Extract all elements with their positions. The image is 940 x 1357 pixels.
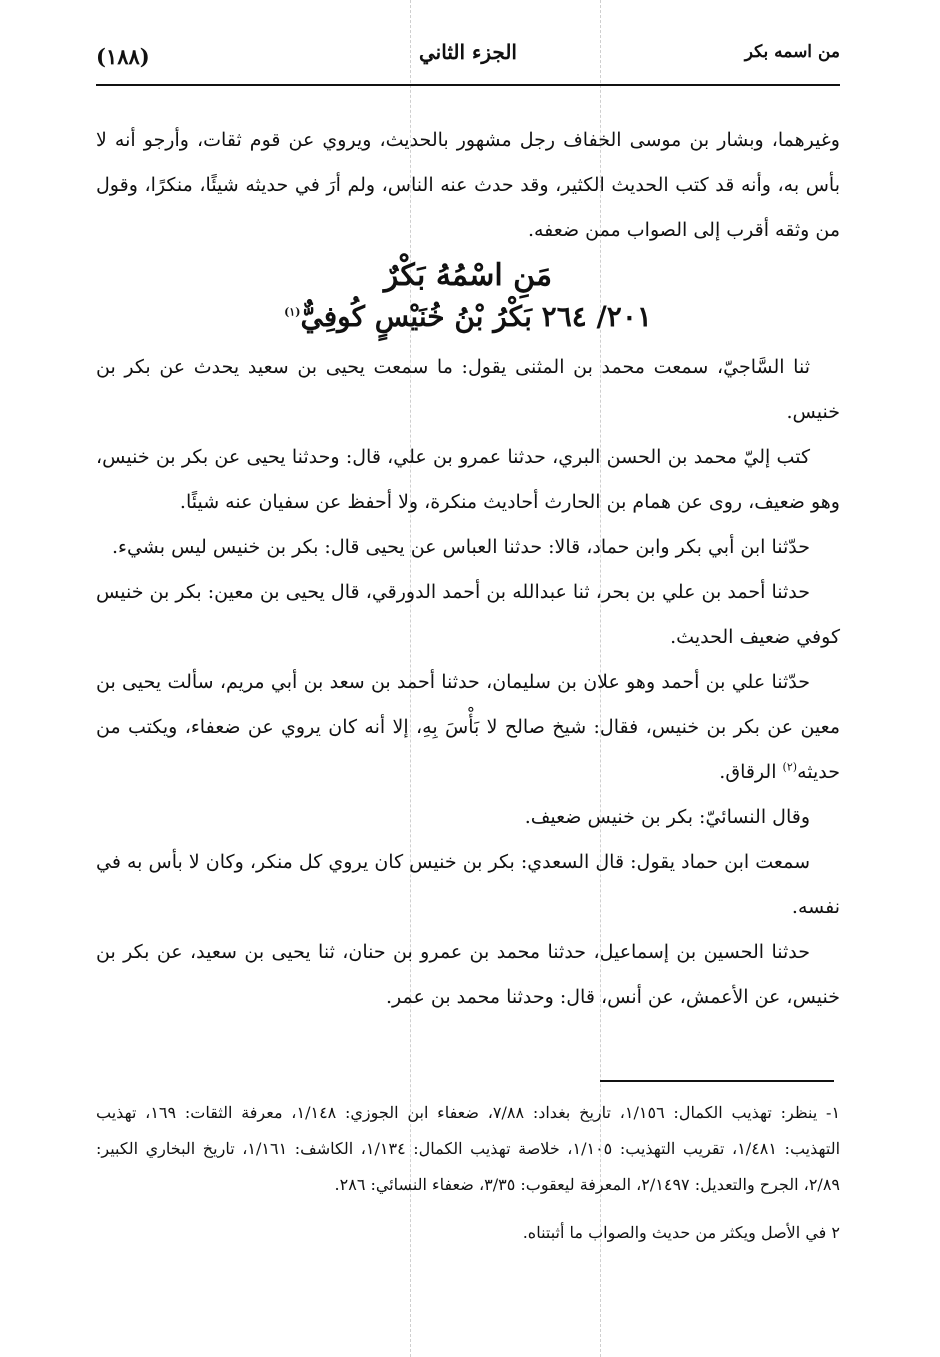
page-number: (١٨٨)	[96, 44, 150, 69]
paragraph: وقال النسائيّ: بكر بن خنيس ضعيف.	[524, 806, 810, 828]
paragraph: سمعت ابن حماد يقول: قال السعدي: بكر بن خنيس كان يروي كل منكر، وكان لا بأس به في نفسه.	[96, 851, 840, 918]
paragraph: كتب إليّ محمد بن الحسن البري، حدثنا عمرو بن علي، قال: وحدثنا يحيى عن بكر بن خنيس، وهو ضعيف، روى عن همام بن الحارث أحاديث منكرة، ولا أحفظ عن سفيان عنه شيئًا.	[96, 446, 840, 513]
paragraph-text: حدّثنا علي بن أحمد وهو علان بن سليمان، حدثنا أحمد بن سعد بن أبي مريم، سألت يحيى بن معين عن بكر بن خنيس، فقال: شيخ صالح لا بَأْسَ بِهِ، إلا أنه كان يروي عن ضعفاء، ويكتب من حديثه	[96, 671, 840, 783]
main-text	[96, 118, 840, 1020]
paragraph: وغيرهما، وبشار بن موسى الخفاف رجل مشهور بالحديث، ويروي عن قوم ثقات، وأرجو أنه لا بأس به، وأنه قد كتب الحديث الكثير، وقد حدث عنه الناس، ولم أرَ في حديثه شيئًا، منكرًا، وقول من وثقه أقرب إلى الصواب ممن ضعفه.	[96, 129, 840, 241]
entry-heading-text: ٢٠١/ ٢٦٤ بَكْرُ بْنُ خُنَيْسٍ كُوفِيٌّ	[300, 300, 652, 333]
footnote-rule	[600, 1080, 834, 1082]
paragraph: ثنا السَّاجيّ، سمعت محمد بن المثنى يقول: ما سمعت يحيى بن سعيد يحدث عن بكر بن خنيس.	[96, 356, 840, 423]
running-section-title: من اسمه بكر	[744, 42, 840, 62]
paragraph-tail: الرقاق.	[719, 761, 777, 783]
volume-title: الجزء الثاني	[419, 40, 517, 64]
page-header	[96, 38, 840, 82]
footnote-ref-1[interactable]: (١)	[284, 305, 301, 319]
footnotes	[96, 1095, 840, 1251]
paragraph	[96, 660, 840, 795]
header-rule	[96, 84, 840, 86]
paragraph: حدثنا أحمد بن علي بن بحر، ثنا عبدالله بن أحمد الدورقي، قال يحيى بن معين: بكر بن خنيس كوفي ضعيف الحديث.	[96, 581, 840, 648]
paragraph: حدثنا الحسين بن إسماعيل، حدثنا محمد بن عمرو بن حنان، ثنا يحيى بن سعيد، عن بكر بن خنيس، عن الأعمش، عن أنس، قال: وحدثنا محمد بن عمر.	[96, 941, 840, 1008]
entry-heading	[96, 295, 840, 339]
paragraph: حدّثنا ابن أبي بكر وابن حماد، قالا: حدثنا العباس عن يحيى قال: بكر بن خنيس ليس بشيء.	[111, 536, 810, 558]
footnote-ref-2[interactable]: (٢)	[782, 760, 798, 774]
footnote-1: ١- ينظر: تهذيب الكمال: ١/١٥٦، تاريخ بغداد: ٧/٨٨، ضعفاء ابن الجوزي: ١/١٤٨، معرفة الثقات: ١٦٩، تهذيب التهذيب: ١/٤٨١، تقريب التهذيب: ١/١٠٥، خلاصة تهذيب الكمال: ١/١٣٤، الكاشف: ١/١٦١، تاريخ البخاري الكبير: ٢/٨٩، الجرح والتعديل: ٢/١٤٩٧، المعرفة ليعقوب: ٣/٣٥، ضعفاء النسائي: ٢٨٦.	[96, 1103, 841, 1194]
section-heading: مَنِ اسْمُهُ بَكْرٌ	[383, 258, 553, 293]
footnote-2: ٢ في الأصل ويكثر من حديث والصواب ما أثبتناه.	[522, 1223, 840, 1242]
